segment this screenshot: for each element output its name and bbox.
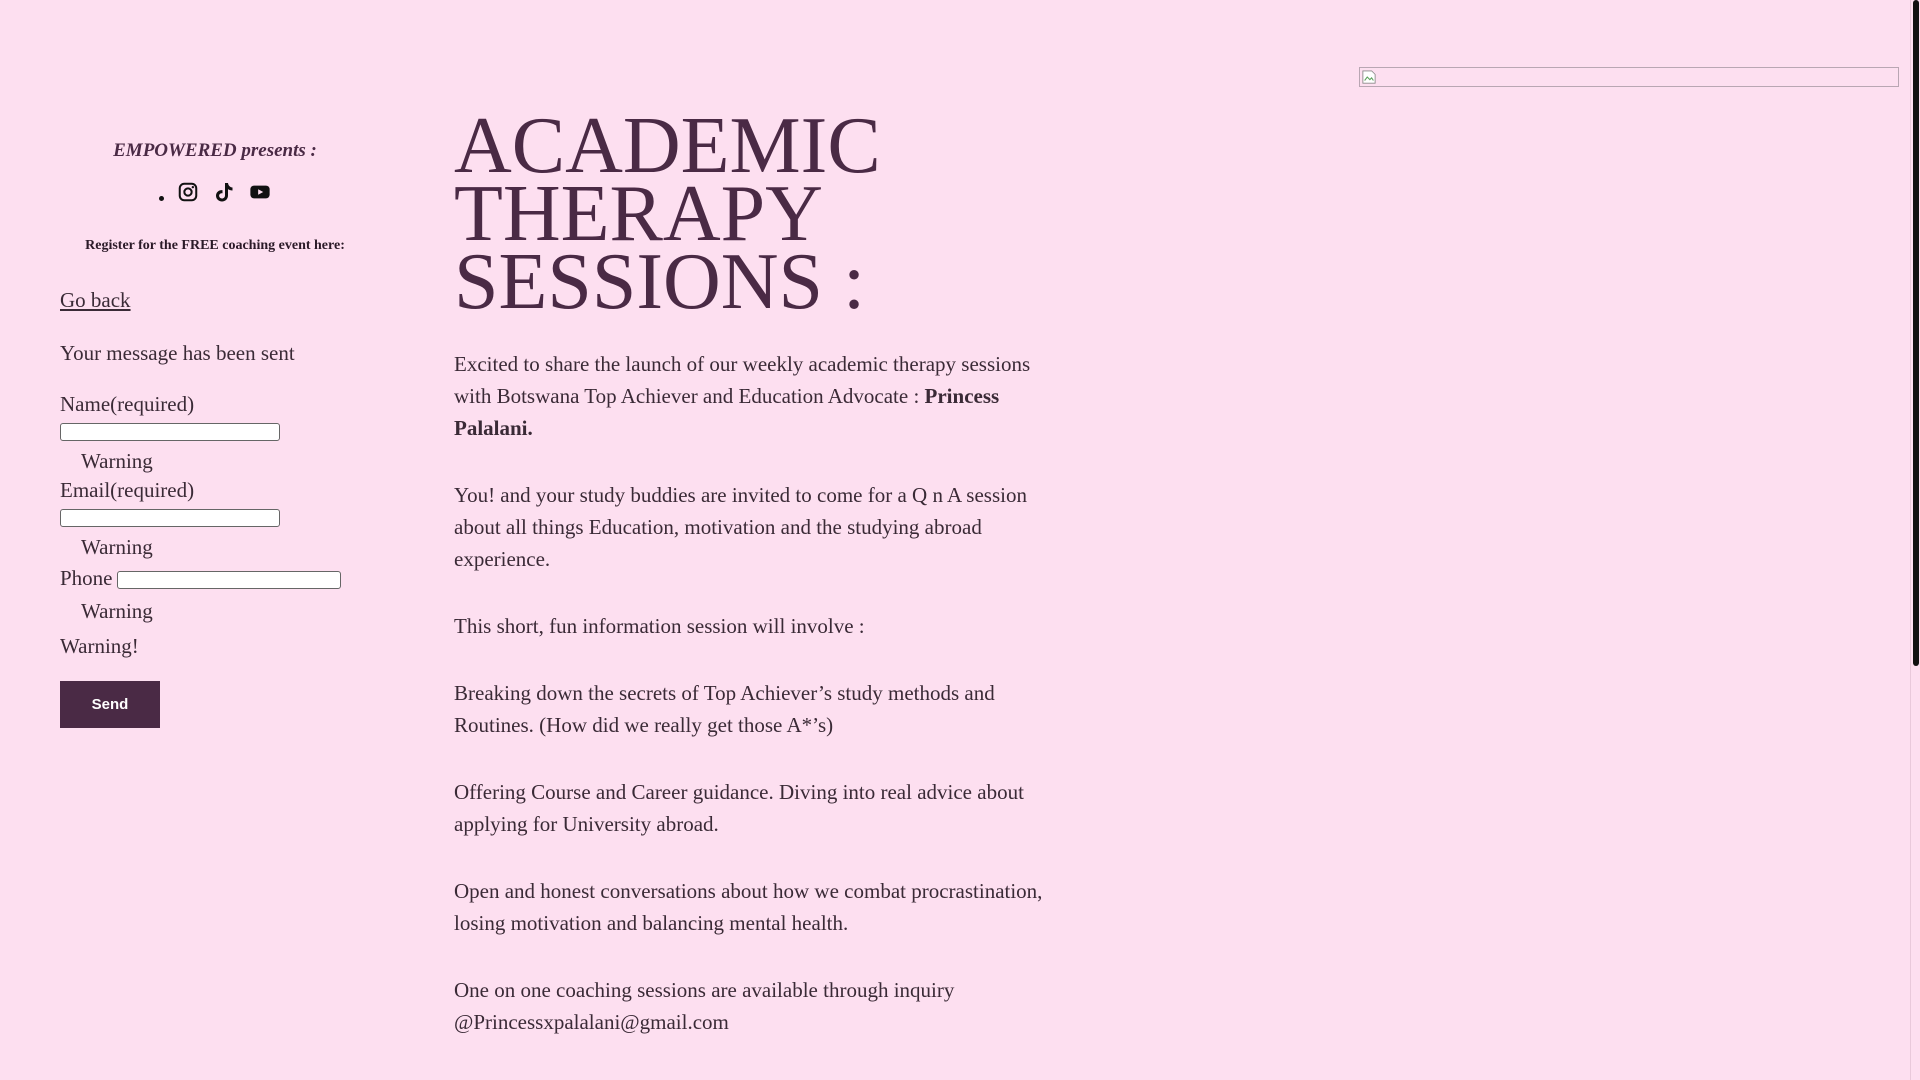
phone-label: Phone: [60, 566, 113, 590]
career-guidance-paragraph: Offering Course and Career guidance. Diving into real advice about applying for University abroad.: [454, 780, 1024, 836]
name-warning: Warning: [81, 449, 153, 473]
youtube-icon[interactable]: [248, 180, 272, 204]
email-field-group: [60, 478, 370, 560]
host-name: Princess Palalani.: [454, 384, 1000, 440]
name-input[interactable]: [60, 423, 280, 441]
name-field-group: [60, 392, 370, 474]
involve-paragraph: This short, fun information session will involve :: [454, 614, 865, 638]
register-text: Register for the FREE coaching event here:: [85, 238, 345, 253]
broken-image-icon: [1362, 70, 1376, 84]
phone-row: [60, 566, 370, 591]
bullet-dot: [159, 196, 164, 201]
email-warning: Warning: [81, 535, 153, 559]
title-line-1: ACADEMIC: [454, 102, 881, 190]
phone-warning: Warning: [81, 599, 153, 623]
send-button[interactable]: Send: [60, 681, 160, 728]
page-title: [454, 102, 1064, 326]
intro-paragraph: [454, 348, 1064, 444]
broken-image: [1359, 67, 1899, 87]
invite-paragraph: You! and your study buddies are invited to come for a Q n A session about all things Education, motivation and the studying abroad experience.: [454, 483, 1027, 571]
phone-field-group: [60, 566, 370, 624]
study-methods-paragraph: Breaking down the secrets of Top Achiever’s study methods and Routines. (How did we really get those A*’s): [454, 681, 995, 737]
scrollbar-thumb[interactable]: [1913, 0, 1919, 666]
page-scrollbar[interactable]: [1910, 0, 1920, 1080]
title-line-2: THERAPY: [454, 170, 823, 258]
go-back-link[interactable]: Go back: [60, 288, 131, 312]
mental-health-paragraph: Open and honest conversations about how we combat procrastination, losing motivation and balancing mental health.: [454, 879, 1043, 935]
intro-text: Excited to share the launch of our weekly academic therapy sessions with Botswana Top Achiever and Education Advocate :: [454, 352, 1031, 408]
email-label: Email(required): [60, 478, 195, 502]
form-warning: Warning!: [60, 634, 139, 658]
presents-heading: EMPOWERED presents :: [113, 140, 317, 161]
main-content: [454, 102, 1064, 1073]
title-line-3: SESSIONS :: [454, 238, 866, 326]
phone-input[interactable]: [117, 571, 341, 589]
email-input[interactable]: [60, 509, 280, 527]
coaching-inquiry-paragraph: One on one coaching sessions are available through inquiry @Princessxpalalani@gmail.com: [454, 978, 955, 1034]
instagram-icon[interactable]: [176, 180, 200, 204]
social-links: [60, 180, 370, 204]
name-label: Name(required): [60, 392, 195, 416]
registration-sidebar: [60, 140, 370, 728]
message-sent-status: Your message has been sent: [60, 341, 295, 365]
tiktok-icon[interactable]: [212, 180, 236, 204]
